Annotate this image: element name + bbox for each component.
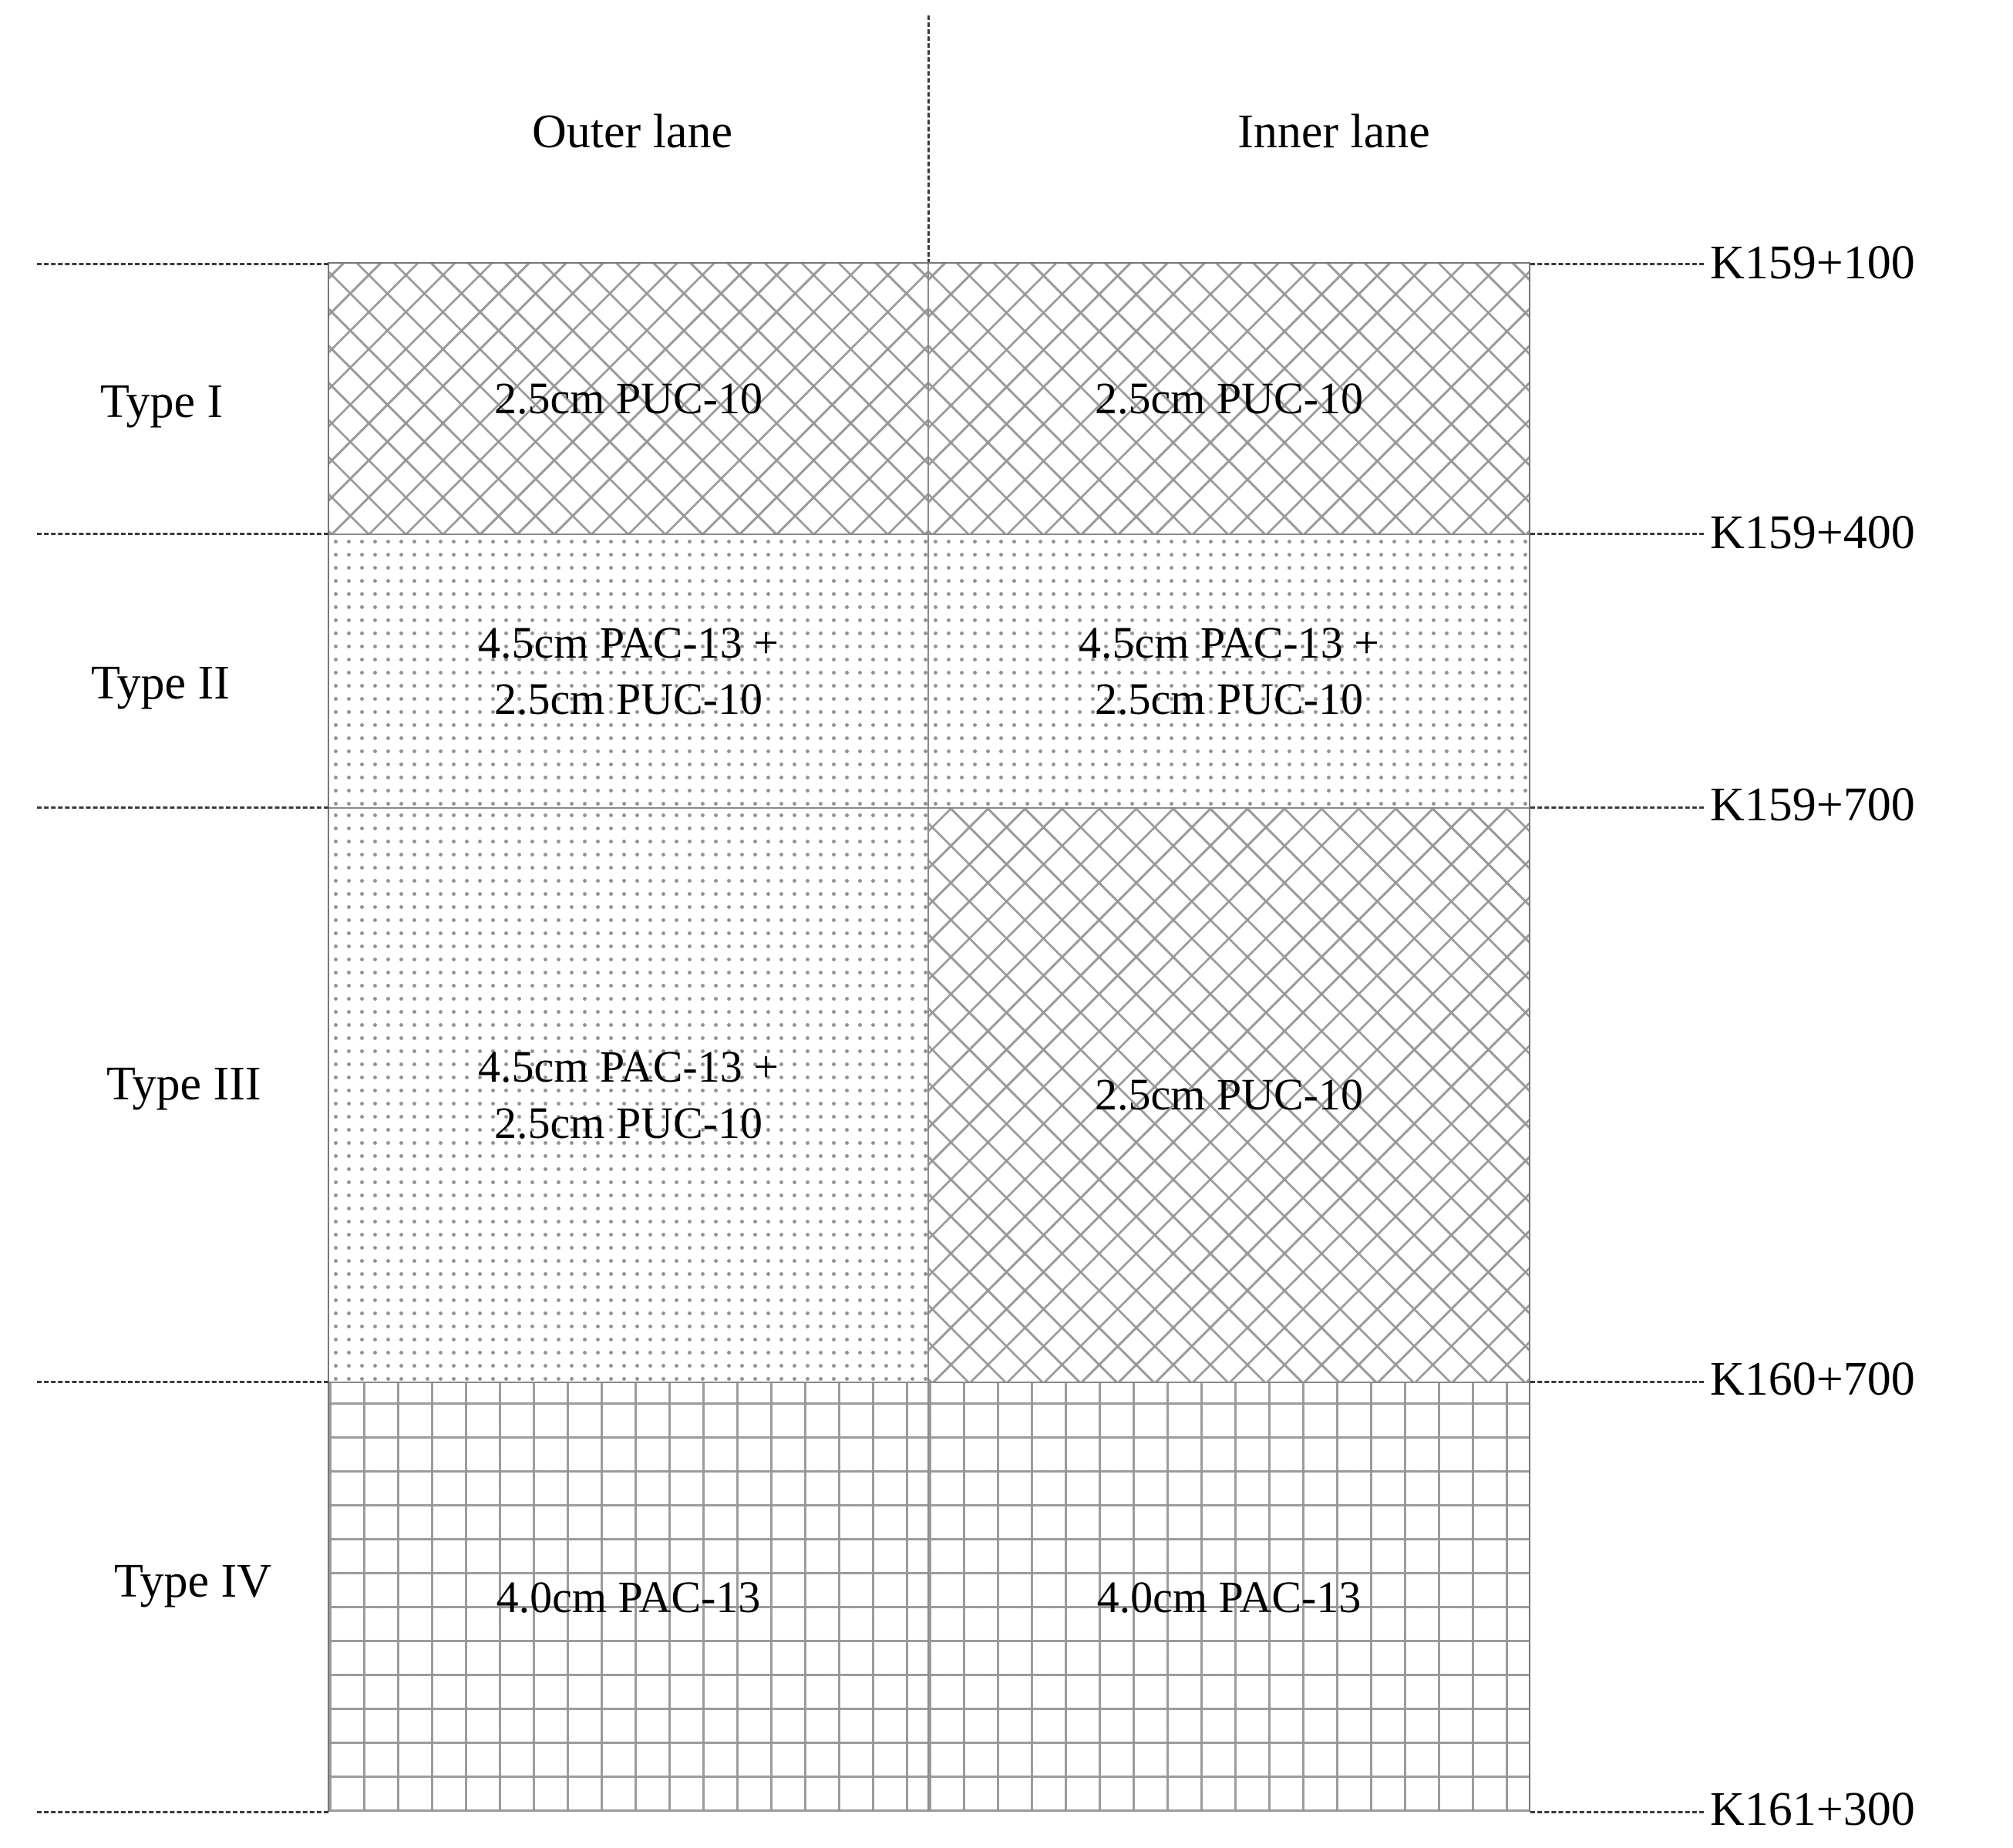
station-leader-right-1 <box>1530 263 1704 265</box>
band-type-2 <box>329 534 1529 807</box>
station-leader-left-1 <box>37 263 328 265</box>
row-label-type-3: Type III <box>106 1058 261 1110</box>
band-type-3 <box>329 807 1529 1382</box>
cell-type4-outer <box>329 1383 929 1812</box>
band-type-1 <box>329 264 1529 534</box>
station-leader-right-4 <box>1530 1381 1704 1383</box>
column-header-outer-lane: Outer lane <box>532 106 732 158</box>
cell-type2-outer-line1: 4.5cm PAC-13 + <box>478 618 779 668</box>
cell-type1-outer <box>329 264 929 534</box>
cell-type2-outer-line2: 2.5cm PUC-10 <box>493 673 762 724</box>
station-leader-left-5 <box>37 1811 328 1813</box>
station-leader-left-2 <box>37 533 328 535</box>
cell-type3-inner <box>929 809 1529 1382</box>
cell-type4-inner <box>929 1383 1529 1812</box>
station-label-2: K159+400 <box>1710 507 1915 559</box>
cell-type2-inner <box>929 535 1529 807</box>
station-label-5: K161+300 <box>1710 1783 1915 1836</box>
cell-type2-outer-label <box>470 615 786 727</box>
section-block <box>328 262 1530 1812</box>
station-label-4: K160+700 <box>1710 1353 1915 1405</box>
cell-type2-inner-label <box>1071 615 1387 727</box>
row-label-type-1: Type I <box>100 375 224 428</box>
cell-type3-outer-line1: 4.5cm PAC-13 + <box>478 1042 779 1092</box>
cell-type2-inner-line1: 4.5cm PAC-13 + <box>1079 618 1379 668</box>
station-leader-right-5 <box>1530 1811 1704 1813</box>
station-leader-left-4 <box>37 1381 328 1383</box>
cell-type3-inner-label: 2.5cm PUC-10 <box>1095 1069 1363 1120</box>
station-label-1: K159+100 <box>1710 237 1915 289</box>
cell-type1-inner <box>929 264 1529 534</box>
cell-type1-inner-label: 2.5cm PUC-10 <box>1095 372 1363 423</box>
station-leader-right-2 <box>1530 533 1704 535</box>
lane-divider-dashed-line <box>927 15 930 264</box>
cell-type4-outer-label: 4.0cm PAC-13 <box>496 1571 761 1622</box>
cell-type1-outer-label: 2.5cm PUC-10 <box>494 372 762 423</box>
station-label-3: K159+700 <box>1710 779 1915 831</box>
cell-type3-outer-line2: 2.5cm PUC-10 <box>493 1097 762 1148</box>
row-label-type-2: Type II <box>91 657 230 709</box>
station-leader-left-3 <box>37 806 328 809</box>
cell-type4-inner-label: 4.0cm PAC-13 <box>1096 1571 1362 1622</box>
cell-type2-outer <box>329 535 929 807</box>
row-label-type-4: Type IV <box>114 1555 271 1607</box>
cell-type3-outer-label <box>470 1039 786 1151</box>
cell-type2-inner-line2: 2.5cm PUC-10 <box>1094 673 1363 724</box>
band-type-4 <box>329 1382 1529 1812</box>
column-header-inner-lane: Inner lane <box>1237 106 1430 158</box>
station-leader-right-3 <box>1530 806 1704 809</box>
cell-type3-outer <box>329 809 929 1382</box>
